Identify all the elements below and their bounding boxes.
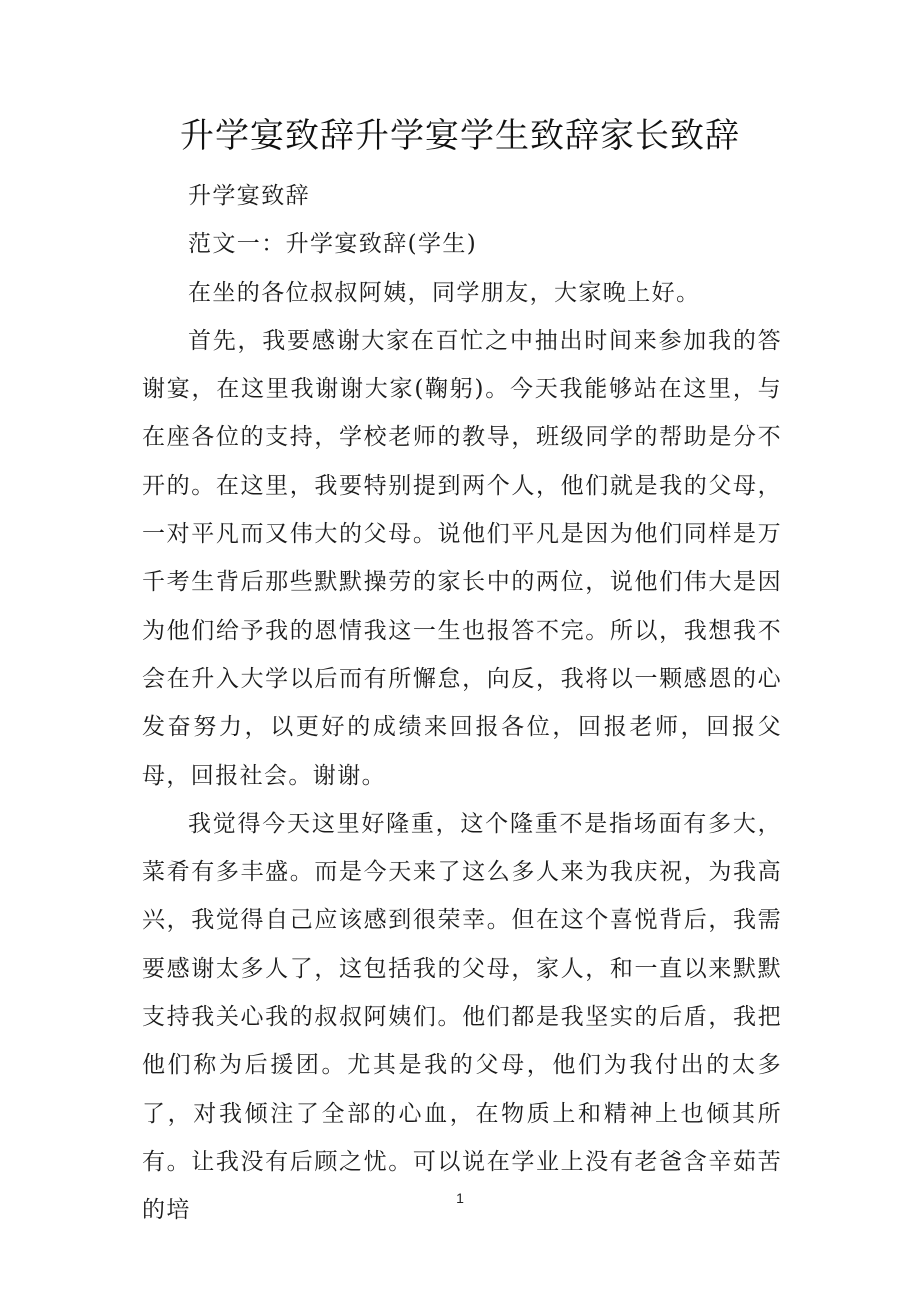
body-paragraph: 首先，我要感谢大家在百忙之中抽出时间来参加我的答谢宴，在这里我谢谢大家(鞠躬)。今天我能够站在这里，与在座各位的支持，学校老师的教导，班级同学的帮助是分不开的。在这里，我要特别提到两个人，他们就是我的父母，一对平凡而又伟大的父母。说他们平凡是因为他们同样是万千考生背后那些默默操劳的家长中的两位，说他们伟大是因为他们给予我的恩情我这一生也报答不完。所以，我想我不会在升入大学以后而有所懈怠，向反，我将以一颗感恩的心发奋努力，以更好的成绩来回报各位，回报老师，回报父母，回报社会。谢谢。 — [142, 327, 782, 789]
page-number: 1 — [456, 1190, 464, 1206]
section-heading: 升学宴致辞 — [188, 183, 310, 209]
body-paragraph: 我觉得今天这里好隆重，这个隆重不是指场面有多大，菜肴有多丰盛。而是今天来了这么多人来为我庆祝，为我高兴，我觉得自己应该感到很荣幸。但在这个喜悦背后，我需要感谢太多人了，这包括我的父母，家人，和一直以来默默支持我关心我的叔叔阿姨们。他们都是我坚实的后盾，我把他们称为后援团。尤其是我的父母，他们为我付出的太多了，对我倾注了全部的心血，在物质上和精神上也倾其所有。让我没有后顾之忧。可以说在学业上没有老爸含辛茹苦的培 — [142, 810, 782, 1224]
subheading: 范文一：升学宴致辞(学生) — [188, 231, 478, 258]
document-body — [142, 172, 782, 1235]
document-title: 升学宴致辞升学宴学生致辞家长致辞 — [180, 116, 740, 156]
greeting-paragraph: 在坐的各位叔叔阿姨，同学朋友，大家晚上好。 — [188, 279, 701, 306]
